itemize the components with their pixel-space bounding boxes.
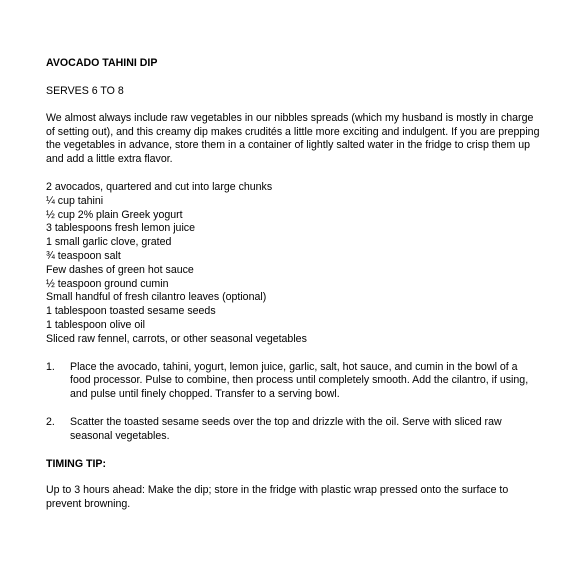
ingredient-item: 1 tablespoon toasted sesame seeds (46, 305, 216, 318)
ingredient-item: Sliced raw fennel, carrots, or other seasonal vegetables (46, 332, 307, 345)
timing-tip-text: Up to 3 hours ahead: Make the dip; store in the fridge with plastic wrap pressed onto the surface to prevent browning. (46, 484, 509, 511)
step-text: Scatter the toasted sesame seeds over the top and drizzle with the oil. Serve with sliced raw seasonal vegetables. (70, 415, 502, 442)
ingredient-item: ½ cup 2% plain Greek yogurt (46, 208, 183, 221)
ingredient-item: Few dashes of green hot sauce (46, 263, 194, 276)
method-step (46, 361, 541, 402)
serves-line: SERVES 6 TO 8 (46, 85, 124, 97)
step-number: 2. (46, 415, 55, 428)
ingredient-list (46, 181, 541, 347)
recipe-title: AVOCADO TAHINI DIP (46, 57, 158, 69)
ingredient-item: 1 small garlic clove, grated (46, 236, 172, 249)
intro-paragraph: We almost always include raw vegetables in our nibbles spreads (which my husband is mostly in charge of setting out), and this creamy dip makes crudités a little more exciting and indulgent. If you are prepping the vegetables in advance, store them in a container of lightly salted water in the fridge to crisp them up and add a little extra flavor. (46, 111, 540, 166)
ingredient-item: ¾ teaspoon salt (46, 249, 121, 262)
ingredient-item: ¼ cup tahini (46, 194, 104, 207)
timing-tip-heading: TIMING TIP: (46, 457, 107, 470)
step-number: 1. (46, 360, 55, 373)
recipe-document (46, 57, 541, 512)
ingredient-item: 1 tablespoon olive oil (46, 318, 145, 331)
method-step (46, 416, 541, 444)
ingredient-item: 3 tablespoons fresh lemon juice (46, 222, 195, 235)
method-steps (46, 361, 541, 444)
ingredient-item: 2 avocados, quartered and cut into large chunks (46, 180, 273, 193)
ingredient-item: Small handful of fresh cilantro leaves (optional) (46, 291, 267, 304)
step-text: Place the avocado, tahini, yogurt, lemon juice, garlic, salt, hot sauce, and cumin in the bowl of a food processor. Pulse to combine, then process until completely smooth. Add the cilantro, if using, and pulse until finely chopped. Transfer to a serving bowl. (70, 360, 529, 401)
ingredient-item: ½ teaspoon ground cumin (46, 277, 169, 290)
